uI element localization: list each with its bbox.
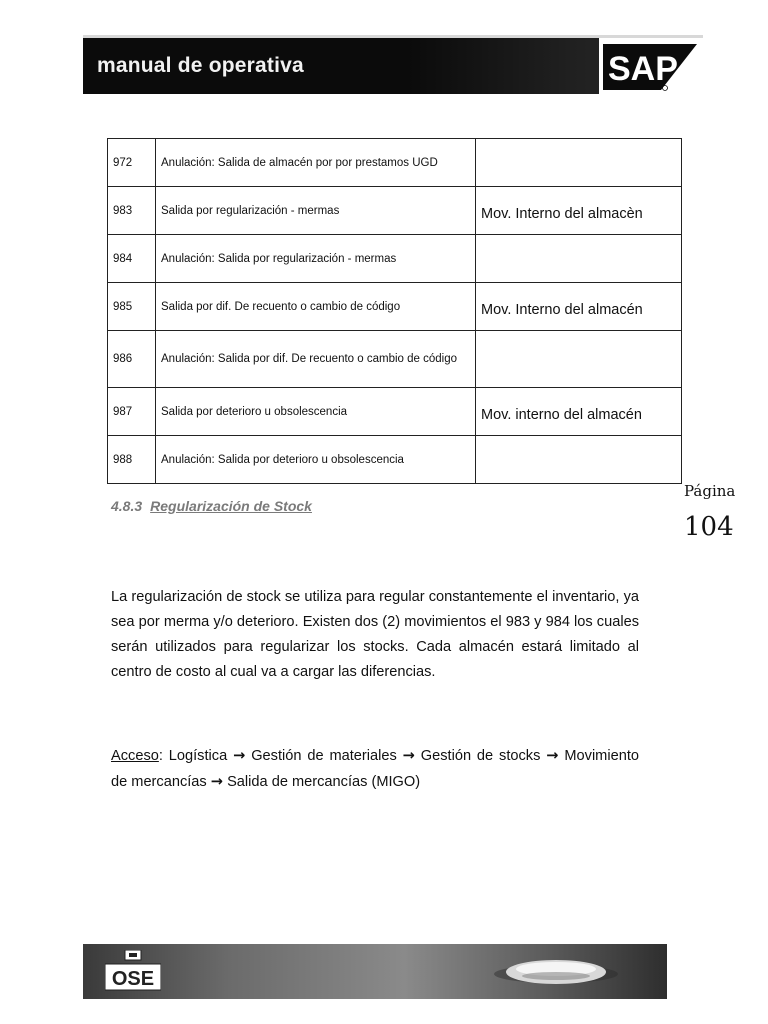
access-path: Acceso: Logística → Gestión de materiales → Gestión de stocks → Movimiento de mercancías → Salida de mercancías (MIGO) bbox=[111, 747, 639, 790]
movement-description: Salida por regularización - mermas bbox=[156, 187, 476, 235]
arrow-right-icon: → bbox=[233, 747, 246, 764]
movement-description: Salida por deterioro u obsolescencia bbox=[156, 388, 476, 436]
table-row bbox=[108, 187, 682, 235]
table-row bbox=[108, 436, 682, 484]
movement-code: 987 bbox=[108, 388, 156, 436]
section-number: 4.8.3 bbox=[111, 498, 143, 514]
table-row bbox=[108, 388, 682, 436]
movement-note bbox=[476, 331, 682, 388]
movement-code: 988 bbox=[108, 436, 156, 484]
movement-note bbox=[476, 139, 682, 187]
movement-description: Anulación: Salida por regularización - mermas bbox=[156, 235, 476, 283]
access-step: Movimiento de mercancías bbox=[111, 748, 639, 790]
movement-code: 985 bbox=[108, 283, 156, 331]
sap-logo-text: SAP bbox=[608, 50, 678, 88]
movement-note bbox=[476, 436, 682, 484]
arrow-right-icon: → bbox=[546, 747, 559, 764]
access-label: Acceso bbox=[111, 748, 159, 764]
section-heading bbox=[111, 498, 312, 514]
table-row bbox=[108, 139, 682, 187]
table-row bbox=[108, 283, 682, 331]
ose-logo bbox=[105, 950, 161, 997]
page-number: 104 bbox=[684, 512, 734, 542]
body-paragraph: La regularización de stock se utiliza para regular constantemente el inventario, ya sea por merma y/o deterioro. Existen dos (2) movimientos el 983 y 984 los cuales serán utilizados para regularizar los stocks. Cada almacén estará limitado al centro de costo al cual va a cargar las diferencias. bbox=[111, 589, 639, 680]
table-row bbox=[108, 235, 682, 283]
access-step: Gestión de materiales bbox=[251, 748, 397, 764]
section-title: Regularización de Stock bbox=[150, 498, 312, 514]
footer-banner bbox=[83, 944, 667, 999]
arrow-right-icon: → bbox=[402, 747, 415, 764]
movement-description: Anulación: Salida por deterioro u obsolescencia bbox=[156, 436, 476, 484]
movement-note bbox=[476, 235, 682, 283]
header-title: manual de operativa bbox=[97, 54, 304, 77]
arrow-right-icon: → bbox=[210, 773, 224, 790]
movement-note: Mov. interno del almacén bbox=[476, 388, 682, 436]
access-step: Logística bbox=[168, 748, 228, 764]
movement-description: Salida por dif. De recuento o cambio de código bbox=[156, 283, 476, 331]
access-step: Gestión de stocks bbox=[420, 748, 541, 764]
movement-code: 986 bbox=[108, 331, 156, 388]
movement-code: 972 bbox=[108, 139, 156, 187]
access-step: Salida de mercancías (MIGO) bbox=[227, 774, 421, 790]
movements-table bbox=[107, 138, 682, 484]
water-drop-icon bbox=[491, 952, 621, 997]
sap-logo bbox=[599, 38, 703, 94]
table-row bbox=[108, 331, 682, 388]
movement-code: 983 bbox=[108, 187, 156, 235]
ose-logo-text: OSE bbox=[111, 968, 155, 990]
movement-description: Anulación: Salida de almacén por por prestamos UGD bbox=[156, 139, 476, 187]
movement-note: Mov. Interno del almacén bbox=[476, 283, 682, 331]
page-label: Página bbox=[684, 482, 736, 500]
movement-note: Mov. Interno del almacèn bbox=[476, 187, 682, 235]
movement-code: 984 bbox=[108, 235, 156, 283]
header-banner bbox=[83, 35, 703, 94]
movement-description: Anulación: Salida por dif. De recuento o cambio de código bbox=[156, 331, 476, 388]
